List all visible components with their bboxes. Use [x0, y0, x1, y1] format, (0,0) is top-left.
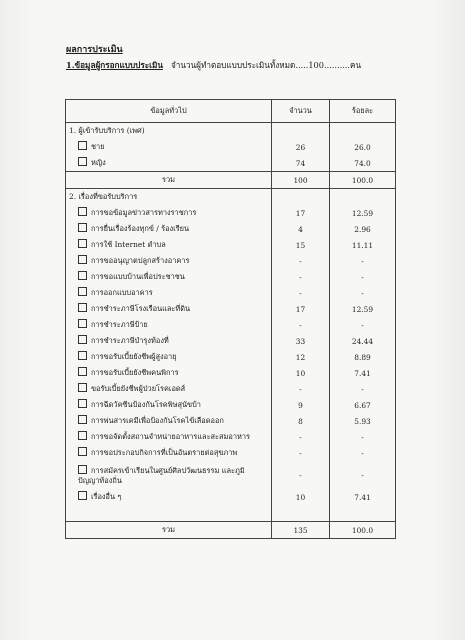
row-count: - — [272, 253, 330, 269]
checkbox-icon — [78, 367, 87, 376]
checkbox-icon — [78, 239, 87, 248]
row-label: การพ่นสารเคมีเพื่อป้องกันโรคไข้เลือดออก — [91, 416, 224, 425]
table-row — [66, 285, 396, 301]
row-percent: - — [330, 429, 396, 445]
checkbox-icon — [78, 399, 87, 408]
row-count: 4 — [272, 221, 330, 237]
table-row — [66, 489, 396, 505]
row-count: - — [272, 429, 330, 445]
row-label: การขอข้อมูลข่าวสารทางราชการ — [91, 208, 197, 217]
row-label: การใช้ Internet ตำบล — [91, 240, 166, 249]
table-row — [66, 155, 396, 172]
row-percent: - — [330, 445, 396, 461]
section2-title-row — [66, 189, 396, 206]
row-percent: 74.0 — [330, 155, 396, 172]
row-label: เรื่องอื่น ๆ — [91, 492, 122, 501]
checkbox-icon — [78, 447, 87, 456]
row-percent: 24.44 — [330, 333, 396, 349]
total-percent: 100.0 — [330, 522, 396, 539]
table-row — [66, 333, 396, 349]
table-row — [66, 397, 396, 413]
table-row — [66, 139, 396, 155]
respondent-summary-lead: 1.ข้อมูลผู้กรอกแบบประเมิน — [66, 60, 163, 70]
table-row — [66, 269, 396, 285]
row-label: การออกแบบอาคาร — [91, 288, 153, 297]
checkbox-icon — [78, 319, 87, 328]
row-label: การขอรับเบี้ยยังชีพผู้สูงอายุ — [91, 352, 177, 361]
row-count: 74 — [272, 155, 330, 172]
row-count: 8 — [272, 413, 330, 429]
row-count: - — [272, 381, 330, 397]
row-count: 17 — [272, 205, 330, 221]
total-count: 100 — [272, 172, 330, 189]
row-count: 17 — [272, 301, 330, 317]
section2-title: 2. เรื่องที่ขอรับบริการ — [66, 189, 272, 206]
row-label: การขอประกอบกิจการที่เป็นอันตรายต่อสุขภาพ — [91, 448, 238, 457]
respondent-summary — [66, 59, 361, 72]
section1-title-row — [66, 123, 396, 140]
row-count: 9 — [272, 397, 330, 413]
row-percent: 5.93 — [330, 413, 396, 429]
checkbox-icon — [78, 255, 87, 264]
row-count: - — [272, 461, 330, 489]
row-label: การชำระภาษีโรงเรือนและที่ดิน — [91, 304, 191, 313]
table-row — [66, 221, 396, 237]
table-row — [66, 461, 396, 489]
row-count: - — [272, 317, 330, 333]
row-percent: 12.59 — [330, 301, 396, 317]
row-label: ขอรับเบี้ยยังชีพผู้ป่วยโรคเอดส์ — [91, 384, 186, 393]
checkbox-icon — [78, 383, 87, 392]
table-row — [66, 253, 396, 269]
checkbox-icon — [78, 223, 87, 232]
row-count: 33 — [272, 333, 330, 349]
table-row — [66, 317, 396, 333]
section2-total-row — [66, 522, 396, 539]
checkbox-icon — [78, 351, 87, 360]
row-percent: - — [330, 269, 396, 285]
table-row — [66, 205, 396, 221]
header-general-info: ข้อมูลทั่วไป — [66, 100, 272, 123]
row-percent: - — [330, 461, 396, 489]
section1-title: 1. ผู้เข้ารับบริการ (เพศ) — [66, 123, 272, 140]
table-row — [66, 381, 396, 397]
row-label: การขอแบบบ้านเพื่อประชาชน — [91, 272, 185, 281]
row-percent: 8.89 — [330, 349, 396, 365]
table-row — [66, 349, 396, 365]
row-label: หญิง — [91, 158, 106, 167]
row-label: ชาย — [91, 142, 105, 151]
row-count: 12 — [272, 349, 330, 365]
row-percent: - — [330, 285, 396, 301]
row-label: การยื่นเรื่องร้องทุกข์ / ร้องเรียน — [91, 224, 190, 233]
row-label: การขออนุญาตปลูกสร้างอาคาร — [91, 256, 190, 265]
total-count: 135 — [272, 522, 330, 539]
table-row — [66, 445, 396, 461]
row-label: การขอรับเบี้ยยังชีพคนพิการ — [91, 368, 179, 377]
row-count: - — [272, 285, 330, 301]
row-label-line2: ปัญญาท้องถิ่น — [78, 475, 122, 485]
survey-table — [65, 99, 396, 539]
section1-total-row — [66, 172, 396, 189]
checkbox-icon — [78, 431, 87, 440]
row-count: 10 — [272, 365, 330, 381]
checkbox-icon — [78, 465, 87, 474]
row-percent: - — [330, 381, 396, 397]
respondent-summary-text: จำนวนผู้ทำตอบแบบประเมินทั้งหมด.....100..........คน — [170, 60, 362, 70]
row-percent: - — [330, 317, 396, 333]
row-percent: 7.41 — [330, 365, 396, 381]
table-row — [66, 365, 396, 381]
total-percent: 100.0 — [330, 172, 396, 189]
row-percent: 7.41 — [330, 489, 396, 505]
row-percent: 11.11 — [330, 237, 396, 253]
table-header-row — [66, 100, 396, 123]
header-count: จำนวน — [272, 100, 330, 123]
page-heading: ผลการประเมิน — [66, 45, 123, 55]
row-label: การฉีดวัคซีนป้องกันโรคพิษสุนัขบ้า — [91, 400, 201, 409]
row-percent: 12.59 — [330, 205, 396, 221]
row-count: 15 — [272, 237, 330, 253]
table-row — [66, 413, 396, 429]
row-percent: 26.0 — [330, 139, 396, 155]
checkbox-icon — [78, 141, 87, 150]
total-label: รวม — [66, 522, 272, 539]
table-row — [66, 237, 396, 253]
checkbox-icon — [78, 415, 87, 424]
table-row — [66, 301, 396, 317]
checkbox-icon — [78, 491, 87, 500]
row-percent: 6.67 — [330, 397, 396, 413]
total-label: รวม — [66, 172, 272, 189]
row-label: การชำระภาษีป้าย — [91, 320, 148, 329]
row-label-line1: การสมัครเข้าเรียนในศูนย์ศิลปวัฒนธรรม และภูมิ — [91, 465, 245, 475]
checkbox-icon — [78, 303, 87, 312]
row-count: - — [272, 445, 330, 461]
checkbox-icon — [78, 335, 87, 344]
row-percent: - — [330, 253, 396, 269]
checkbox-icon — [78, 207, 87, 216]
row-label: การขอจัดตั้งสถานจำหน่ายอาหารและสะสมอาหาร — [91, 432, 250, 441]
row-count: 10 — [272, 489, 330, 505]
checkbox-icon — [78, 157, 87, 166]
row-percent: 2.96 — [330, 221, 396, 237]
header-percent: ร้อยละ — [330, 100, 396, 123]
spacer-row — [66, 505, 396, 522]
row-count: - — [272, 269, 330, 285]
table-row — [66, 429, 396, 445]
checkbox-icon — [78, 271, 87, 280]
checkbox-icon — [78, 287, 87, 296]
row-label: การชำระภาษีบำรุงท้องที่ — [91, 336, 169, 345]
row-count: 26 — [272, 139, 330, 155]
